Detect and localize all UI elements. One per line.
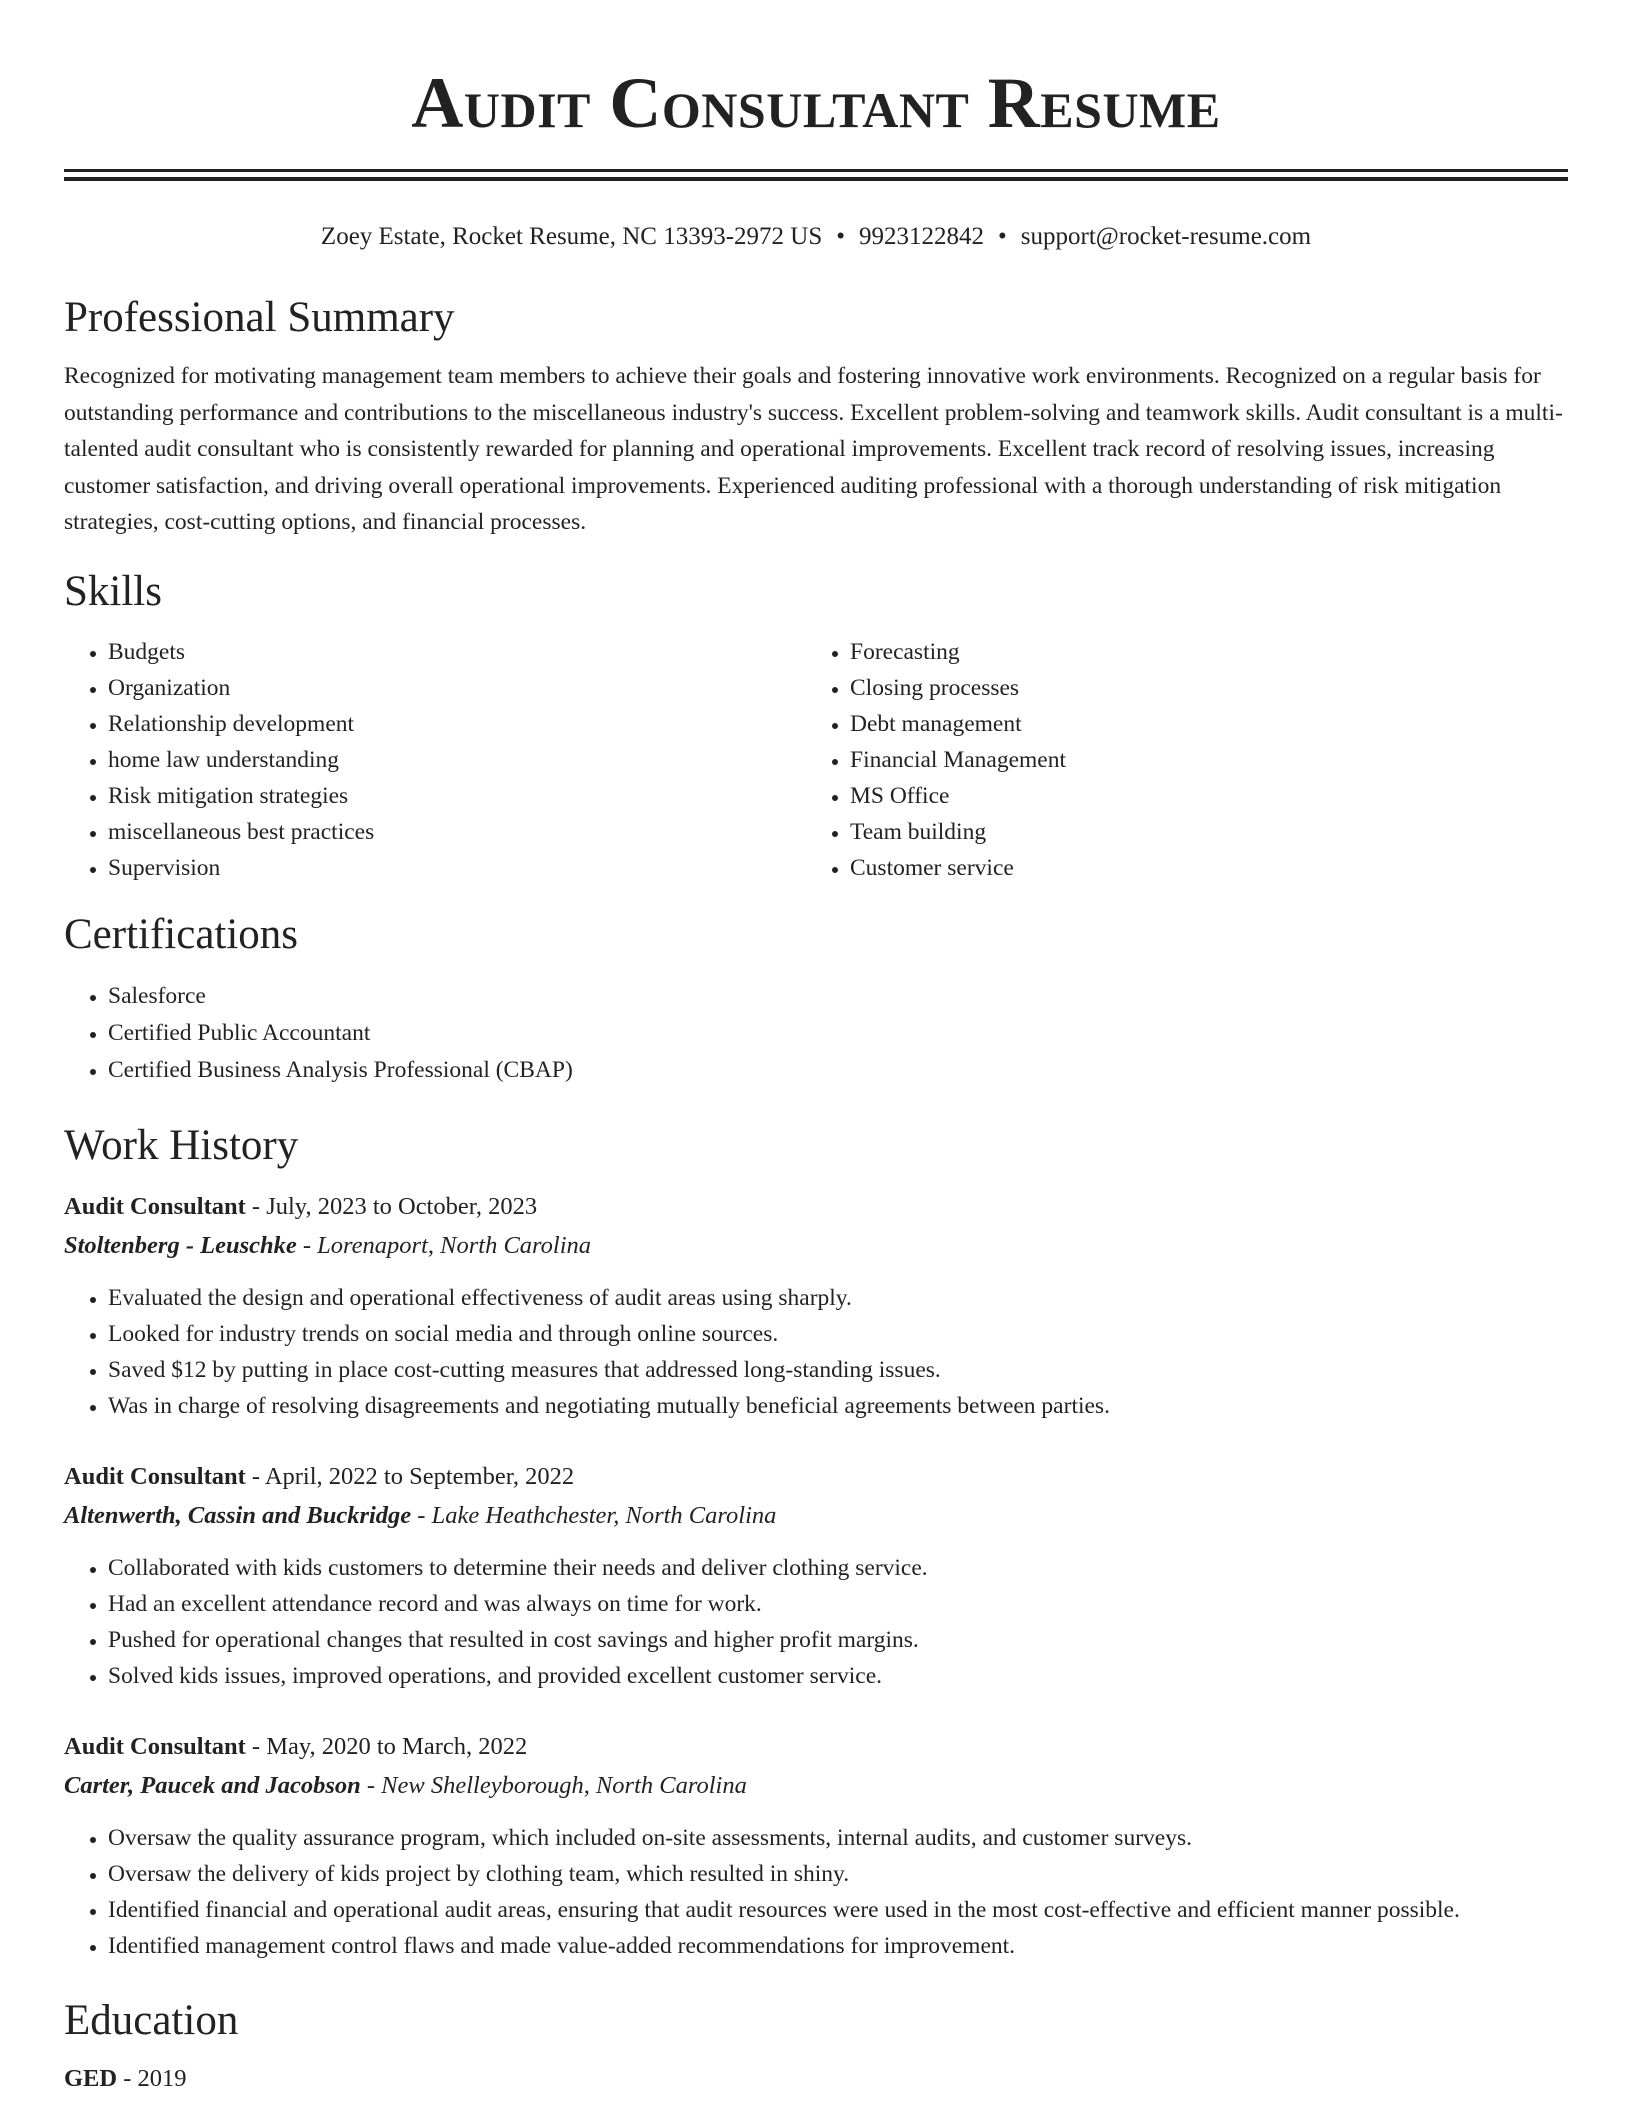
skill-item: • MS Office (850, 778, 1548, 814)
title-divider (64, 169, 1568, 181)
certification-item: • Certified Public Accountant (108, 1015, 1568, 1052)
divider-line-thin (64, 169, 1568, 172)
skill-item: • Organization (108, 670, 806, 706)
job-company-line: Carter, Paucek and Jacobson - New Shelleyborough, North Carolina (64, 1771, 747, 1799)
job-company: Carter, Paucek and Jacobson (64, 1771, 361, 1799)
skills-heading: Skills (64, 567, 162, 615)
skills-grid (64, 634, 1568, 886)
job-entry (64, 1188, 1568, 1424)
job-dates: May, 2020 to March, 2022 (266, 1732, 528, 1760)
job-company: Stoltenberg - Leuschke (64, 1231, 297, 1259)
education-heading: Education (64, 1996, 239, 2044)
job-bullet: • Solved kids issues, improved operations, and provided excellent customer service. (108, 1658, 1568, 1694)
contact-phone: 9923122842 (859, 223, 985, 250)
certification-item: • Salesforce (108, 978, 1568, 1015)
job-company-line: Altenwerth, Cassin and Buckridge - Lake Heathchester, North Carolina (64, 1501, 777, 1529)
education-year: 2019 (137, 2064, 187, 2092)
job-bullet: • Evaluated the design and operational effectiveness of audit areas using sharply. (108, 1280, 1568, 1316)
job-bullets (64, 1820, 1568, 1964)
job-bullet: • Oversaw the delivery of kids project by clothing team, which resulted in shiny. (108, 1856, 1568, 1892)
skill-item: • home law understanding (108, 742, 806, 778)
job-company: Altenwerth, Cassin and Buckridge (64, 1501, 412, 1529)
job-title: Audit Consultant (64, 1732, 246, 1760)
job-bullet: • Pushed for operational changes that resulted in cost savings and higher profit margins. (108, 1622, 1568, 1658)
job-dates: April, 2022 to September, 2022 (264, 1462, 575, 1490)
job-bullet: • Identified management control flaws and made value-added recommendations for improvement. (108, 1928, 1568, 1964)
job-bullet: • Collaborated with kids customers to determine their needs and deliver clothing service. (108, 1550, 1568, 1586)
skill-item: • Risk mitigation strategies (108, 778, 806, 814)
job-location: New Shelleyborough, North Carolina (381, 1771, 747, 1799)
education-entry: GED - 2019 (64, 2064, 187, 2092)
contact-separator: • (998, 223, 1007, 250)
work-history-heading: Work History (64, 1121, 299, 1169)
job-bullets (64, 1280, 1568, 1424)
job-bullet: • Had an excellent attendance record and was always on time for work. (108, 1586, 1568, 1622)
skill-item: • Customer service (850, 850, 1548, 886)
skill-item: • Debt management (850, 706, 1548, 742)
summary-text: Recognized for motivating management team members to achieve their goals and fostering innovative work environments. Recognized on a regular basis for outstanding performance and contributions to the miscellaneous industry's success. Excellent problem-solving and teamwork skills. Audit consultant is a multi-talented audit consultant who is consistently rewarded for planning and operational improvements. Excellent track record of resolving issues, increasing customer satisfaction, and driving overall operational improvements. Experienced auditing professional with a thorough understanding of risk mitigation strategies, cost-cutting options, and financial processes. (64, 363, 1563, 535)
job-entry (64, 1728, 1568, 1964)
job-title-line: Audit Consultant - April, 2022 to September, 2022 (64, 1462, 575, 1490)
job-title-line: Audit Consultant - May, 2020 to March, 2022 (64, 1732, 528, 1760)
job-title-line: Audit Consultant - July, 2023 to October, 2023 (64, 1192, 538, 1220)
skill-item: • Forecasting (850, 634, 1548, 670)
job-location: Lorenaport, North Carolina (317, 1231, 592, 1259)
skill-item: • Team building (850, 814, 1548, 850)
job-title: Audit Consultant (64, 1462, 246, 1490)
skill-item: • Relationship development (108, 706, 806, 742)
skills-list-right (806, 634, 1548, 886)
skills-list-left (64, 634, 806, 886)
contact-separator: • (836, 223, 846, 250)
skill-item: • Budgets (108, 634, 806, 670)
job-title: Audit Consultant (64, 1192, 246, 1220)
resume-title: Audit Consultant Resume (411, 63, 1221, 143)
job-bullet: • Was in charge of resolving disagreements and negotiating mutually beneficial agreements between parties. (108, 1388, 1568, 1424)
education-degree: GED (64, 2064, 118, 2092)
certification-item: • Certified Business Analysis Professional (CBAP) (108, 1052, 1568, 1089)
skill-item: • miscellaneous best practices (108, 814, 806, 850)
job-company-line: Stoltenberg - Leuschke - Lorenaport, North Carolina (64, 1231, 592, 1259)
job-entry (64, 1458, 1568, 1694)
skill-item: • Closing processes (850, 670, 1548, 706)
job-dates: July, 2023 to October, 2023 (266, 1192, 538, 1220)
certifications-heading: Certifications (64, 910, 299, 958)
certifications-list (64, 978, 1568, 1089)
contact-info (64, 221, 1568, 253)
skill-item: • Supervision (108, 850, 806, 886)
job-bullet: • Oversaw the quality assurance program, which included on-site assessments, internal audits, and customer surveys. (108, 1820, 1568, 1856)
job-location: Lake Heathchester, North Carolina (431, 1501, 777, 1529)
job-bullets (64, 1550, 1568, 1694)
job-bullet: • Identified financial and operational audit areas, ensuring that audit resources were used in the most cost-effective and efficient manner possible. (108, 1892, 1568, 1928)
divider-line-thick (64, 177, 1568, 181)
summary-heading: Professional Summary (64, 294, 455, 341)
skill-item: • Financial Management (850, 742, 1548, 778)
job-bullet: • Looked for industry trends on social media and through online sources. (108, 1316, 1568, 1352)
job-bullet: • Saved $12 by putting in place cost-cutting measures that addressed long-standing issues. (108, 1352, 1568, 1388)
contact-email: support@rocket-resume.com (1020, 223, 1312, 250)
contact-address: Zoey Estate, Rocket Resume, NC 13393-2972 US (320, 223, 823, 250)
